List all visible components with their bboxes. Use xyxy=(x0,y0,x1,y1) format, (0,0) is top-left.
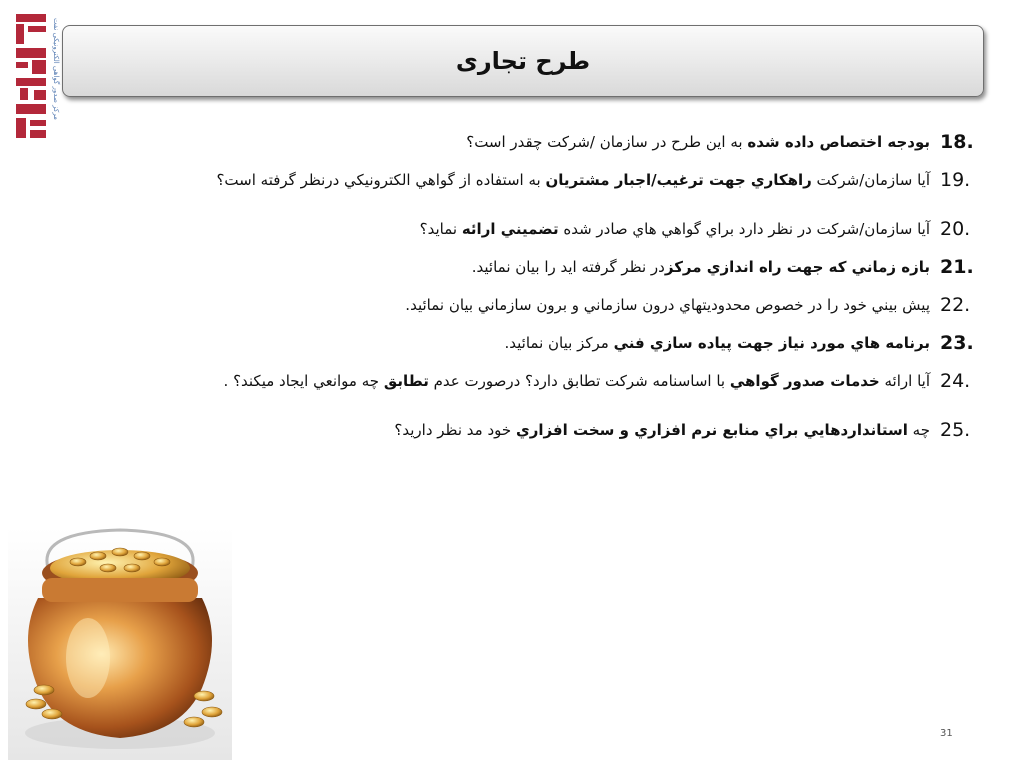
list-item xyxy=(180,293,980,317)
question-list xyxy=(180,130,980,456)
item-text-bold: خدمات صدور گواهي xyxy=(729,372,880,390)
item-text xyxy=(180,217,940,241)
logo-caption: مرکز صدور گواهی الکترونیکی نفت xyxy=(52,18,60,120)
item-number: 21. xyxy=(940,256,974,278)
list-item xyxy=(180,255,980,279)
item-text-bold: تطابق xyxy=(383,372,429,390)
item-text-bold: تضميني ارائه xyxy=(461,220,559,238)
item-number: 20. xyxy=(940,218,971,240)
pot-icon xyxy=(8,528,232,760)
item-text-segment: چه موانعي ايجاد ميکند؟ . xyxy=(223,372,384,390)
item-text-segment: خود مد نظر داريد؟ xyxy=(394,421,516,439)
list-item xyxy=(180,369,980,404)
item-text-bold: برنامه هاي مورد نياز جهت پياده سازي فني xyxy=(613,334,930,352)
item-text xyxy=(180,358,940,404)
item-text-segment: در نظر گرفته ايد را بيان نمائيد. xyxy=(471,258,665,276)
list-item xyxy=(180,217,980,241)
item-text-segment: به اين طرح در سازمان /شرکت چقدر است؟ xyxy=(466,133,748,151)
item-text-segment: مرکز بيان نمائيد. xyxy=(504,334,614,352)
list-item xyxy=(180,130,980,154)
item-text xyxy=(180,255,940,279)
item-text xyxy=(180,130,940,154)
item-text-bold: راهکاري جهت ترغيب/اجبار مشتريان xyxy=(545,171,812,189)
item-number: 19. xyxy=(940,169,971,191)
item-text-bold: بازه زماني که جهت راه اندازي مرکز xyxy=(664,258,930,276)
item-text-bold: بودجه اختصاص داده شده xyxy=(747,133,930,151)
item-text-segment: آيا ارائه xyxy=(879,372,930,390)
item-number: 23. xyxy=(940,332,974,354)
item-number: 24. xyxy=(940,370,971,392)
list-item xyxy=(180,168,980,203)
item-text-segment: پيش بيني خود را در خصوص محدوديتهاي درون سازماني و برون سازماني بيان نمائيد. xyxy=(405,296,930,314)
item-number: 18. xyxy=(940,131,974,153)
item-text-segment: نمايد؟ xyxy=(419,220,462,238)
page-number: 31 xyxy=(940,728,953,739)
item-number: 22. xyxy=(940,294,971,316)
item-text-segment: با اساسنامه شرکت تطابق دارد؟ درصورت عدم xyxy=(428,372,730,390)
item-number: 25. xyxy=(940,419,971,441)
logo-mark-icon xyxy=(14,10,50,144)
item-text xyxy=(180,331,940,355)
gold-coin-pot-image xyxy=(8,528,232,760)
item-text-segment: به استفاده از گواهي الکترونيکي درنظر گرفته است؟ xyxy=(216,171,546,189)
item-text-segment: آيا سازمان/شرکت در نظر دارد براي گواهي هاي صادر شده xyxy=(558,220,930,238)
item-text xyxy=(180,418,940,442)
item-text xyxy=(180,293,940,317)
slide-title: طرح تجاری xyxy=(455,47,591,75)
title-bar xyxy=(62,25,984,97)
item-text-bold: استانداردهايي براي منابع نرم افزاري و سخت افزاري xyxy=(515,421,908,439)
logo xyxy=(14,10,64,148)
item-text-segment: چه xyxy=(907,421,930,439)
item-text xyxy=(180,157,940,203)
item-text-segment: آيا سازمان/شرکت xyxy=(811,171,930,189)
list-item xyxy=(180,331,980,355)
list-item xyxy=(180,418,980,442)
